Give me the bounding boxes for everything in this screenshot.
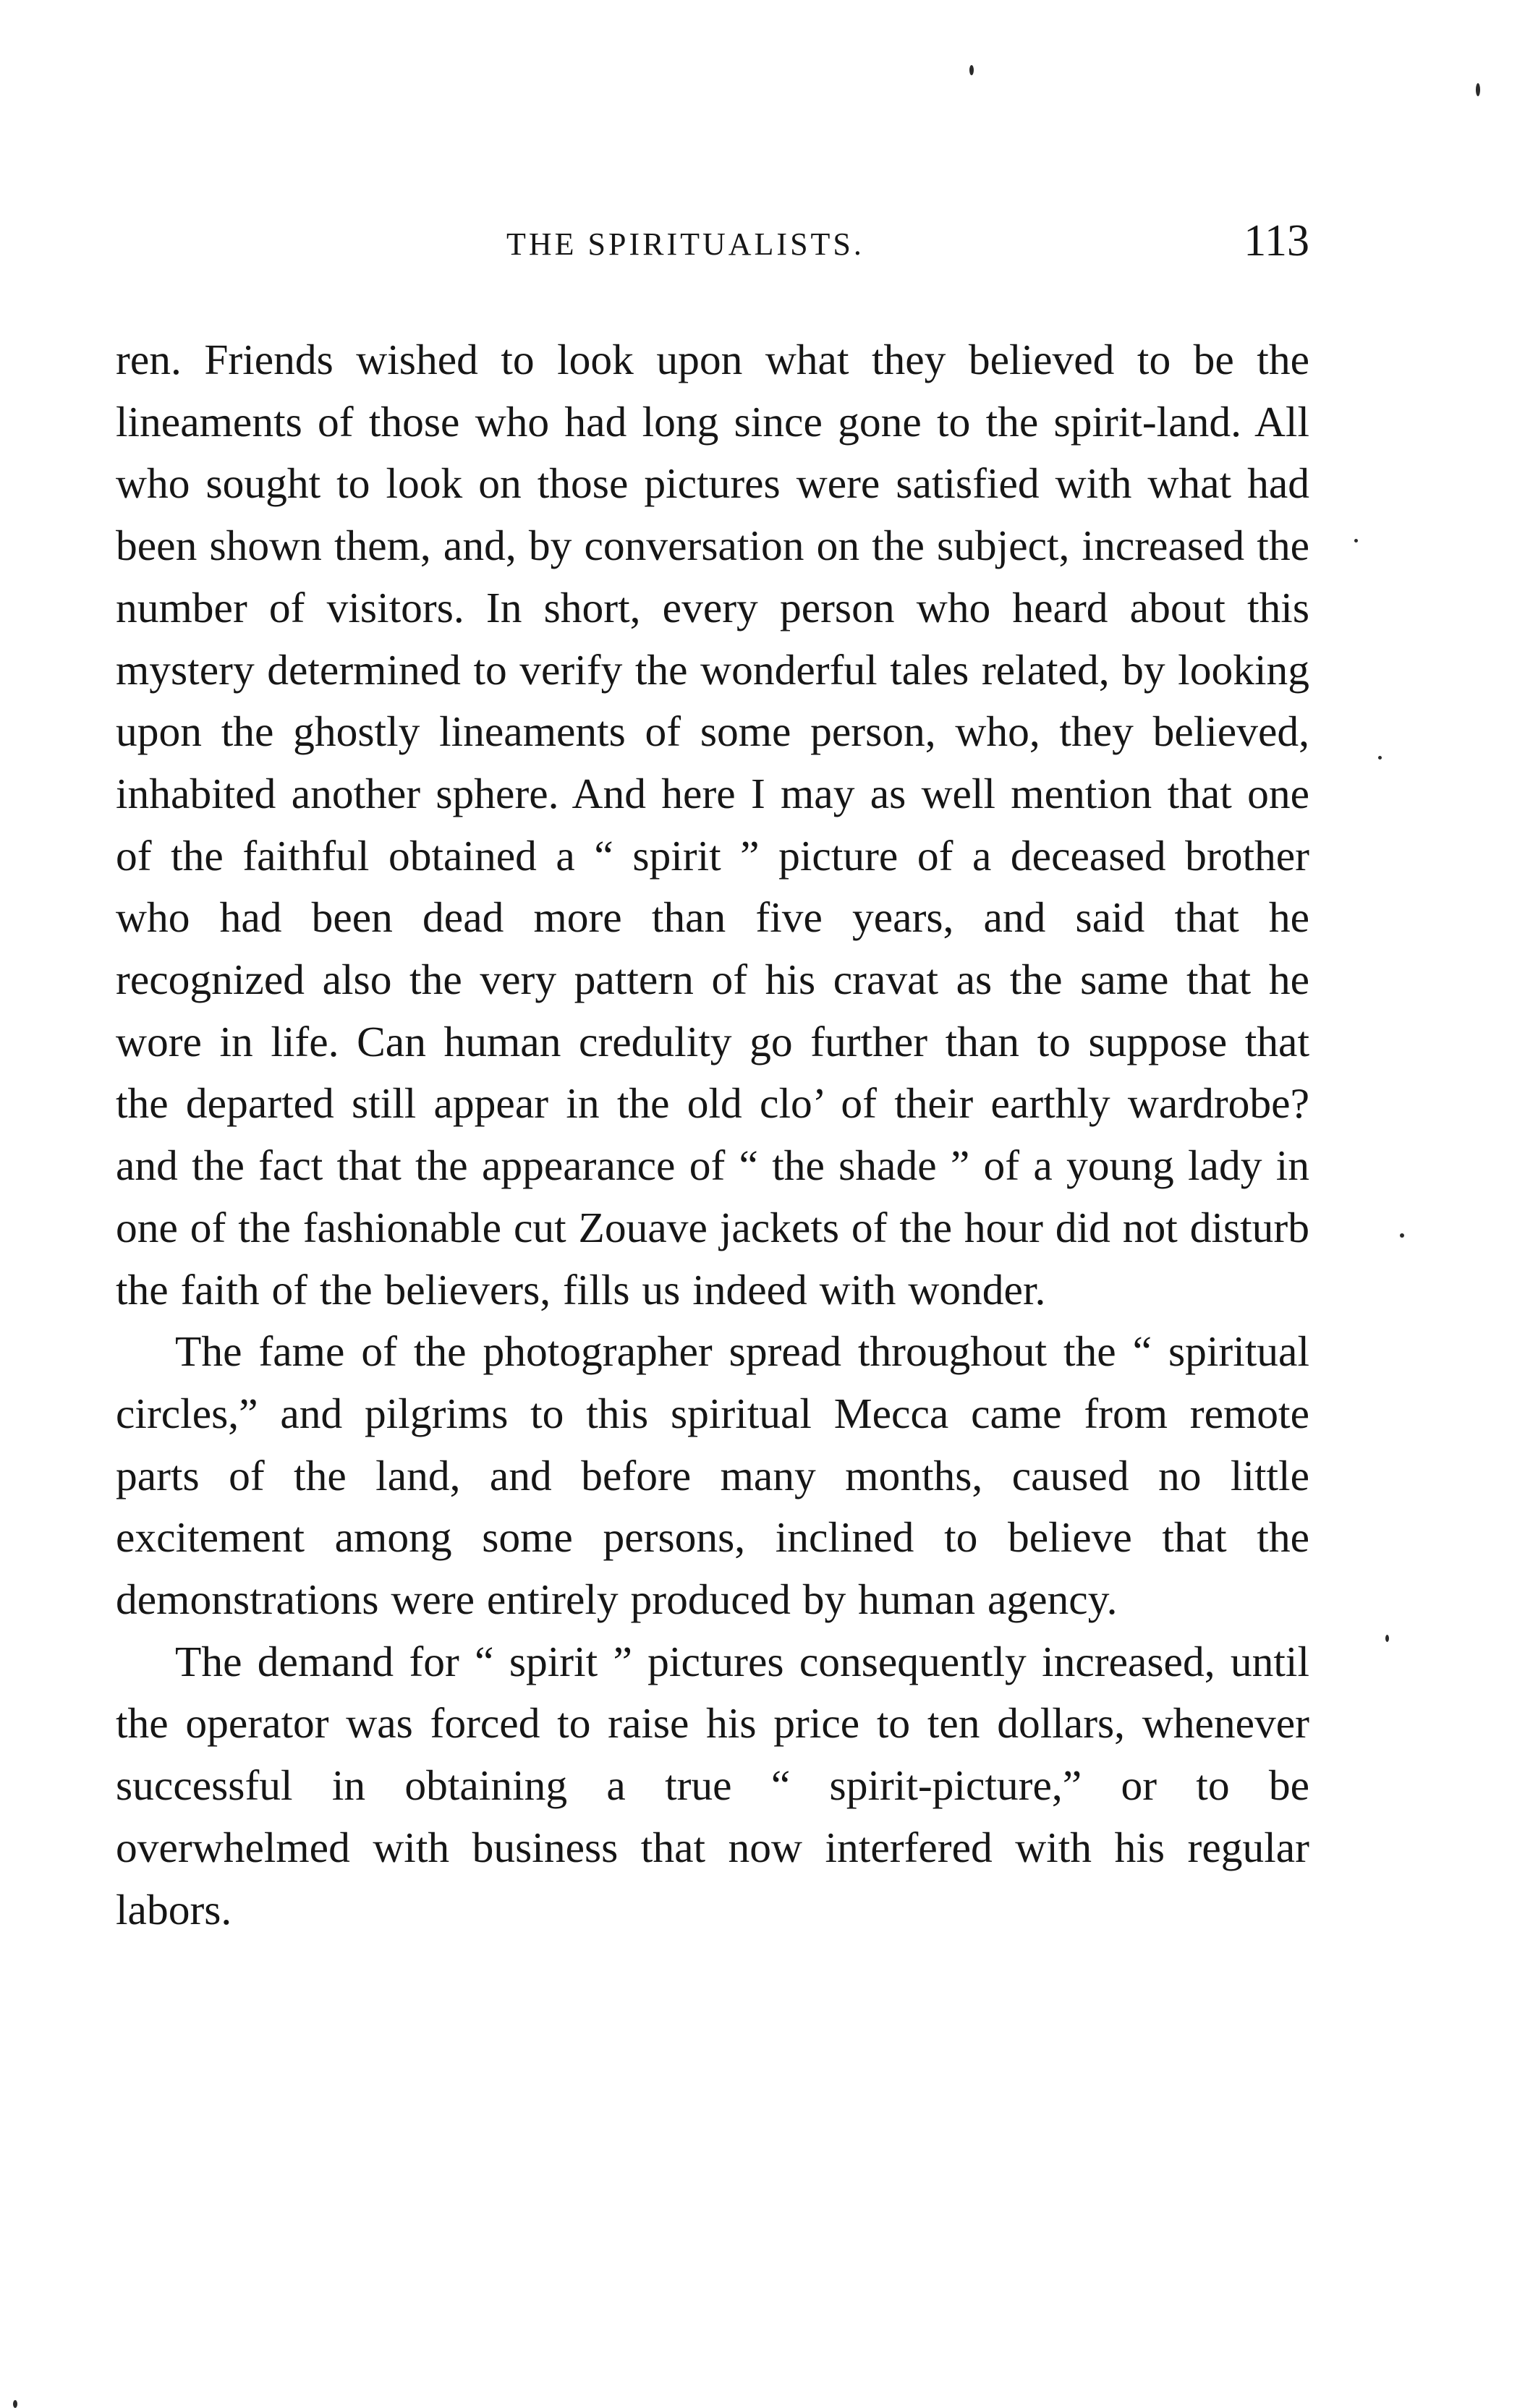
page-number: 113 (1244, 216, 1309, 265)
scan-speck (1378, 756, 1382, 760)
scan-speck (1400, 1233, 1404, 1238)
page-body (116, 329, 1309, 1941)
paragraph-photographer-fame: The fame of the photographer spread throughout the “ spiritual circles,” and pilgrims to this spiritual Mecca came from remote parts of the land, and before many months, caused no little excitement among some persons, inclined to believe that the demonstrations were entirely produced by human agency. (116, 1327, 1309, 1624)
scan-speck (1354, 539, 1358, 543)
paragraph-continuation: ren. Friends wished to look upon what they believed to be the lineaments of those who had long since gone to the spirit-land. All who sought to look on those pictures were satisfied with what had been shown them, and, by conversation on the subject, increased the number of visitors. In short, every person who heard about this mystery determined to verify the wonderful tales related, by looking upon the ghostly lineaments of some person, who, they believed, inhabited another sphere. And here I may as well mention that one of the faithful obtained a “ spirit ” picture of a deceased brother who had been dead more than five years, and said that he recognized also the very pattern of his cravat as the same that he wore in life. Can human credulity go further than to suppose that the departed still appear in the old clo’ of their earthly wardrobe? and the fact that the appearance of “ the shade ” of a young lady in one of the fashionable cut Zouave jackets of the hour did not disturb the faith of the believers, fills us indeed with wonder. (116, 336, 1309, 1314)
scan-speck (13, 2400, 17, 2408)
scan-speck (969, 65, 974, 75)
scan-speck (1385, 1635, 1389, 1642)
page-header (116, 216, 1309, 281)
running-head: THE SPIRITUALISTS. (506, 226, 865, 262)
scan-speck (1476, 83, 1480, 96)
paragraph-demand-for-pictures: The demand for “ spirit ” pictures consequently increased, until the operator was forced to raise his price to ten dollars, whenever successful in obtaining a true “ spirit-picture,” or to be overwhelmed with business that now interfered with his regular labors. (116, 1637, 1309, 1933)
